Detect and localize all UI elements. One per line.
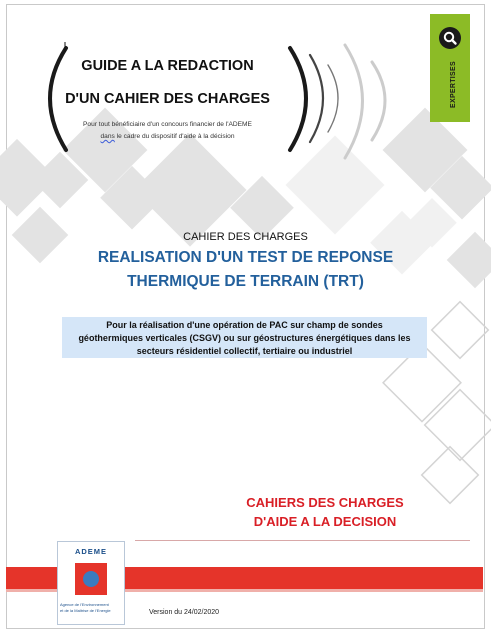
search-icon xyxy=(439,27,461,49)
document-title-line1: REALISATION D'UN TEST DE REPONSE xyxy=(97,249,394,266)
guide-title-line1: GUIDE A LA REDACTION xyxy=(81,58,254,74)
guide-subtitle-line1: Pour tout bénéficiaire d'un concours financier de l'ADEME xyxy=(83,121,252,128)
expertises-label: EXPERTISES xyxy=(450,61,457,108)
guide-title-line2: D'UN CAHIER DES CHARGES xyxy=(65,91,270,107)
description-line1: Pour la réalisation d'une opération de PAC sur champ de sondes xyxy=(106,320,383,330)
ademe-tagline-line2: et de la Maîtrise de l'Energie xyxy=(60,608,111,613)
globe-icon xyxy=(83,571,99,587)
description-line3: secteurs résidentiel collectif, tertiaire ou industriel xyxy=(136,346,353,356)
divider xyxy=(135,540,470,541)
document-category: CAHIER DES CHARGES xyxy=(183,231,308,243)
document-title-line2: THERMIQUE DE TERRAIN (TRT) xyxy=(127,273,364,290)
description-line2: géothermiques verticales (CSGV) ou sur géostructures énergétiques dans les xyxy=(78,333,411,343)
version-date: Version du 24/02/2020 xyxy=(149,609,220,616)
series-title-line2: D'AIDE A LA DECISION xyxy=(253,514,397,529)
guide-subtitle-line2 xyxy=(60,133,275,140)
ademe-tagline-line1: Agence de l'Environnement xyxy=(60,602,109,607)
ademe-logo-name: ADEME xyxy=(74,547,108,556)
ademe-logo xyxy=(57,541,125,625)
series-title-line1: CAHIERS DES CHARGES xyxy=(246,495,404,510)
spellcheck-word: dans xyxy=(100,133,115,140)
guide-subtitle-line2-rest: le cadre du dispositif d'aide à la décision xyxy=(114,133,235,140)
